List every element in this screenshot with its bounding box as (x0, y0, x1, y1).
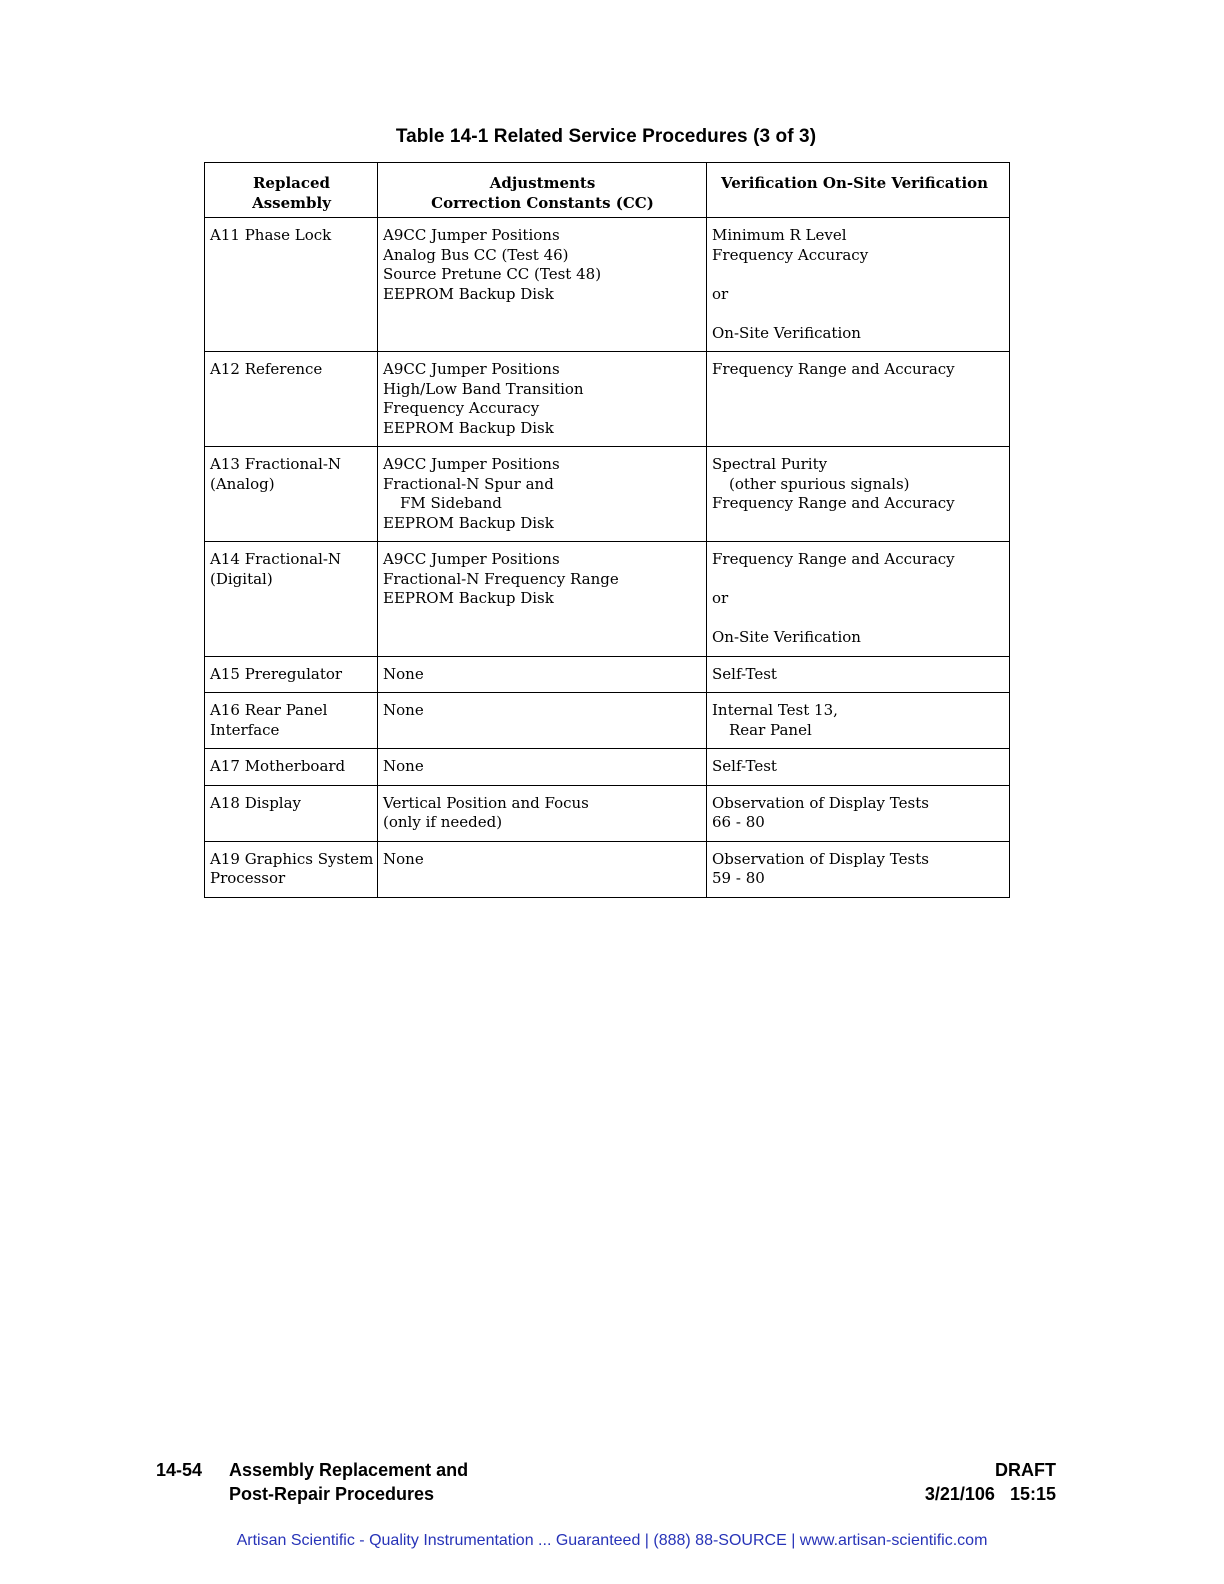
cell-adjustments: A9CC Jumper Positions Fractional-N Spur and FM Sideband EEPROM Backup Disk (378, 447, 707, 542)
table-row (205, 749, 1010, 786)
table-row (205, 693, 1010, 749)
service-procedures-table (204, 162, 1010, 898)
table-row (205, 352, 1010, 447)
draft-stamp: DRAFT 3/21/106 15:15 (924, 1460, 1056, 1504)
cell-adjustments: None (378, 841, 707, 897)
table-row (205, 785, 1010, 841)
draft-time: 15:15 (1009, 1484, 1056, 1504)
artisan-watermark: Artisan Scientific - Quality Instrumentation ... Guaranteed | (888) 88-SOURCE | www.artisan-scientific.com (236, 1532, 988, 1549)
cell-adjustments: A9CC Jumper Positions Analog Bus CC (Test 46) Source Pretune CC (Test 48) EEPROM Backup Disk (378, 218, 707, 352)
cell-assembly: A11 Phase Lock (205, 218, 378, 352)
cell-verification: Observation of Display Tests 59 - 80 (707, 841, 1010, 897)
cell-assembly: A16 Rear Panel Interface (205, 693, 378, 749)
cell-verification: Frequency Range and Accuracy or On-Site Verification (707, 542, 1010, 657)
page-number: 14-54 (156, 1460, 203, 1480)
table-header-row (205, 163, 1010, 218)
cell-verification: Self-Test (707, 749, 1010, 786)
cell-adjustments: Vertical Position and Focus (only if needed) (378, 785, 707, 841)
header-verification: Verification On-Site Verification (707, 163, 1010, 218)
cell-assembly: A19 Graphics System Processor (205, 841, 378, 897)
cell-verification: Self-Test (707, 656, 1010, 693)
draft-date: 3/21/106 (924, 1484, 995, 1504)
table-row (205, 542, 1010, 657)
cell-assembly: A12 Reference (205, 352, 378, 447)
table-row (205, 841, 1010, 897)
cell-verification: Minimum R Level Frequency Accuracy or On-Site Verification (707, 218, 1010, 352)
cell-verification: Spectral Purity (other spurious signals) Frequency Range and Accuracy (707, 447, 1010, 542)
cell-assembly: A17 Motherboard (205, 749, 378, 786)
cell-adjustments: A9CC Jumper Positions High/Low Band Transition Frequency Accuracy EEPROM Backup Disk (378, 352, 707, 447)
cell-adjustments: None (378, 656, 707, 693)
cell-assembly: A15 Preregulator (205, 656, 378, 693)
cell-verification: Internal Test 13, Rear Panel (707, 693, 1010, 749)
cell-verification: Frequency Range and Accuracy (707, 352, 1010, 447)
cell-assembly: A18 Display (205, 785, 378, 841)
cell-verification: Observation of Display Tests 66 - 80 (707, 785, 1010, 841)
section-title: Assembly Replacement and Post-Repair Procedures (229, 1460, 469, 1504)
cell-adjustments: None (378, 749, 707, 786)
table-row (205, 656, 1010, 693)
header-replaced-assembly: Replaced Assembly (205, 163, 378, 218)
cell-assembly: A14 Fractional-N (Digital) (205, 542, 378, 657)
cell-adjustments: None (378, 693, 707, 749)
cell-adjustments: A9CC Jumper Positions Fractional-N Frequency Range EEPROM Backup Disk (378, 542, 707, 657)
table-row (205, 447, 1010, 542)
table-row (205, 218, 1010, 352)
cell-assembly: A13 Fractional-N (Analog) (205, 447, 378, 542)
table-title: Table 14-1 Related Service Procedures (3 of 3) (395, 126, 817, 147)
header-adjustments: Adjustments Correction Constants (CC) (378, 163, 707, 218)
